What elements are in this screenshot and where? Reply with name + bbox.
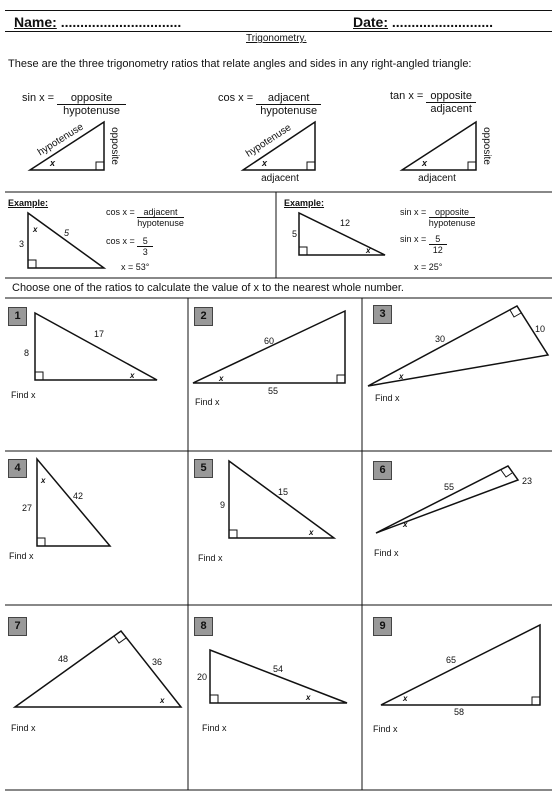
q6-side-a: 55 bbox=[444, 482, 455, 492]
instruction-text: Choose one of the ratios to calculate the value of x to the nearest whole number. bbox=[12, 282, 404, 294]
name-dots: ............................... bbox=[60, 14, 182, 30]
q2-side-b: 55 bbox=[268, 386, 279, 396]
q8-side-b: 20 bbox=[197, 672, 208, 682]
q2-triangle bbox=[193, 311, 345, 396]
example2-line1-num: opposite bbox=[435, 207, 470, 217]
sin-lhs: sin x = bbox=[22, 92, 55, 104]
q6-triangle bbox=[376, 466, 532, 533]
q3-side-a: 30 bbox=[435, 334, 446, 344]
q6-side-b: 23 bbox=[522, 476, 533, 486]
q9-number: 9 bbox=[373, 617, 392, 636]
q9-side-b: 58 bbox=[454, 707, 465, 717]
example1-side-a: 3 bbox=[19, 239, 25, 249]
example2-line2-lhs: sin x = bbox=[400, 234, 427, 244]
sin-num: opposite bbox=[70, 92, 113, 104]
q8-find-label: Find x bbox=[202, 723, 227, 733]
tan-opp-label: opposite bbox=[481, 127, 492, 165]
q1-angle: x bbox=[130, 371, 135, 380]
example1-triangle bbox=[19, 213, 104, 268]
q7-number: 7 bbox=[8, 617, 27, 636]
q6-find-label: Find x bbox=[374, 548, 399, 558]
q6-number: 6 bbox=[373, 461, 392, 480]
q4-side-a: 42 bbox=[73, 491, 84, 501]
name-label: Name: bbox=[14, 14, 57, 30]
example1-line2-lhs: cos x = bbox=[106, 236, 135, 246]
q4-triangle bbox=[22, 459, 110, 546]
example2-line1 bbox=[400, 207, 475, 228]
q5-number: 5 bbox=[194, 459, 213, 478]
q5-find-label: Find x bbox=[198, 553, 223, 563]
tan-lhs: tan x = bbox=[390, 90, 424, 102]
cos-den: hypotenuse bbox=[256, 104, 321, 117]
cos-hyp-label: hypotenuse bbox=[243, 122, 294, 160]
example2-answer: x = 25° bbox=[414, 262, 443, 272]
example1-line1-den: hypotenuse bbox=[137, 218, 184, 228]
example2-side-o: 5 bbox=[292, 229, 298, 239]
q7-triangle bbox=[15, 631, 181, 707]
q3-angle: x bbox=[399, 372, 404, 381]
tan-den: adjacent bbox=[426, 102, 476, 115]
q3-find-label: Find x bbox=[375, 393, 400, 403]
example1-line2-num: 5 bbox=[142, 236, 148, 246]
q9-side-a: 65 bbox=[446, 655, 457, 665]
q1-side-a: 17 bbox=[94, 329, 105, 339]
question-grid bbox=[5, 298, 552, 790]
tan-num: opposite bbox=[430, 90, 472, 102]
q2-side-a: 60 bbox=[264, 336, 275, 346]
example1-line1-lhs: cos x = bbox=[106, 207, 135, 217]
q9-find-label: Find x bbox=[373, 724, 398, 734]
cos-lhs: cos x = bbox=[218, 92, 254, 104]
tan-adj-label: adjacent bbox=[418, 173, 456, 184]
q7-side-a: 48 bbox=[58, 654, 69, 664]
q1-side-b: 8 bbox=[24, 348, 30, 358]
example2-title: Example: bbox=[284, 198, 325, 208]
example1-angle: x bbox=[33, 225, 38, 234]
q6-angle: x bbox=[403, 520, 408, 529]
q1-number: 1 bbox=[8, 307, 27, 326]
q3-side-b: 10 bbox=[535, 324, 546, 334]
example1-title: Example: bbox=[8, 198, 49, 208]
q4-angle: x bbox=[41, 476, 46, 485]
q3-triangle bbox=[368, 306, 548, 386]
intro-text: These are the three trigonometry ratios that relate angles and sides in any right-angled triangle: bbox=[8, 58, 472, 70]
q5-side-a: 15 bbox=[278, 487, 289, 497]
q8-side-a: 54 bbox=[273, 664, 284, 674]
example2-line1-lhs: sin x = bbox=[400, 207, 427, 217]
example2-line2 bbox=[400, 234, 447, 255]
example2-side-h: 12 bbox=[340, 218, 351, 228]
example2-triangle bbox=[292, 213, 385, 255]
q4-number: 4 bbox=[8, 459, 27, 478]
page-title: Trigonometry. bbox=[246, 33, 307, 44]
example2-line2-den: 12 bbox=[429, 244, 447, 255]
example1-line1 bbox=[106, 207, 184, 228]
q2-number: 2 bbox=[194, 307, 213, 326]
q2-find-label: Find x bbox=[195, 397, 220, 407]
example1-line2-den: 3 bbox=[137, 246, 153, 257]
sin-angle-label: x bbox=[50, 158, 56, 168]
sin-triangle bbox=[30, 121, 120, 170]
q1-find-label: Find x bbox=[11, 390, 36, 400]
date-dots: .......................... bbox=[391, 14, 494, 30]
q8-angle: x bbox=[306, 693, 311, 702]
cos-adj-label: adjacent bbox=[261, 173, 299, 184]
sin-opp-label: opposite bbox=[109, 127, 120, 165]
cos-num: adjacent bbox=[267, 92, 310, 104]
example2-line2-num: 5 bbox=[435, 234, 441, 244]
example2-angle: x bbox=[366, 246, 371, 255]
q7-side-b: 36 bbox=[152, 657, 163, 667]
example1-line1-num: adjacent bbox=[143, 207, 178, 217]
tan-angle-label: x bbox=[422, 158, 428, 168]
sin-den: hypotenuse bbox=[57, 104, 126, 117]
example1-side-h: 5 bbox=[64, 228, 70, 238]
q9-angle: x bbox=[403, 694, 408, 703]
example1-line2 bbox=[106, 236, 153, 257]
q5-triangle bbox=[220, 461, 334, 538]
date-label: Date: bbox=[353, 14, 389, 30]
q2-angle: x bbox=[219, 374, 224, 383]
example1-answer: x = 53° bbox=[121, 262, 150, 272]
example2-line1-den: hypotenuse bbox=[428, 218, 476, 228]
q9-triangle bbox=[381, 625, 540, 717]
q1-triangle bbox=[24, 313, 157, 380]
sin-hyp-label: hypotenuse bbox=[35, 121, 86, 159]
cos-angle-label: x bbox=[262, 158, 268, 168]
q4-side-b: 27 bbox=[22, 503, 33, 513]
q7-find-label: Find x bbox=[11, 723, 36, 733]
tan-triangle bbox=[402, 122, 492, 184]
q5-angle: x bbox=[309, 528, 314, 537]
q8-number: 8 bbox=[194, 617, 213, 636]
q3-number: 3 bbox=[373, 305, 392, 324]
q4-find-label: Find x bbox=[9, 551, 34, 561]
q7-angle: x bbox=[160, 696, 165, 705]
cos-triangle bbox=[243, 122, 315, 184]
q8-triangle bbox=[197, 650, 347, 703]
q5-side-b: 9 bbox=[220, 500, 226, 510]
